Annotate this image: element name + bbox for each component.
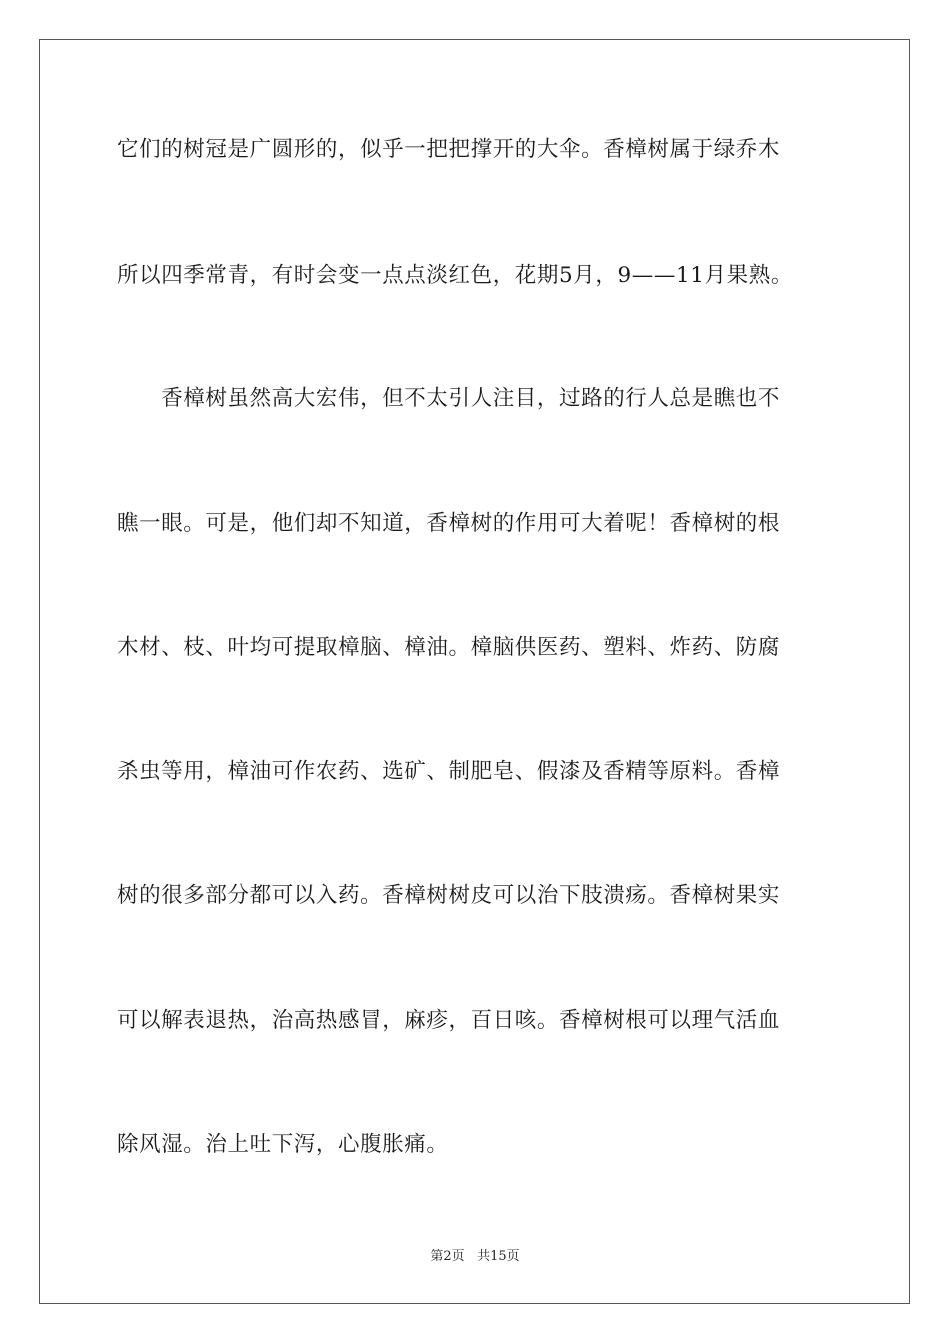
- text-line-2: 所以四季常青，有时会变一点点淡红色，花期5月，9——11月果熟。: [117, 263, 793, 288]
- text-line-1: 它们的树冠是广圆形的，似乎一把把撑开的大伞。香樟树属于绿乔木: [117, 137, 781, 162]
- text-line-3: 香樟树虽然高大宏伟，但不太引人注目，过路的行人总是瞧也不: [117, 386, 781, 411]
- page-total: 共15页: [477, 1249, 520, 1264]
- text-line-7: 树的很多部分都可以入药。香樟树树皮可以治下肢溃疡。香樟树果实: [117, 883, 781, 908]
- page-number: 第2页: [430, 1249, 465, 1264]
- text-line-5: 木材、枝、叶均可提取樟脑、樟油。樟脑供医药、塑料、炸药、防腐: [117, 635, 781, 660]
- page-footer: [0, 1249, 950, 1265]
- text-line-9: 除风湿。治上吐下泻，心腹胀痛。: [117, 1132, 449, 1157]
- text-line-4: 瞧一眼。可是，他们却不知道，香樟树的作用可大着呢！香樟树的根: [117, 511, 781, 536]
- text-line-8: 可以解表退热，治高热感冒，麻疹，百日咳。香樟树根可以理气活血: [117, 1008, 781, 1033]
- page-border: [39, 39, 910, 1304]
- text-line-6: 杀虫等用，樟油可作农药、选矿、制肥皂、假漆及香精等原料。香樟: [117, 759, 781, 784]
